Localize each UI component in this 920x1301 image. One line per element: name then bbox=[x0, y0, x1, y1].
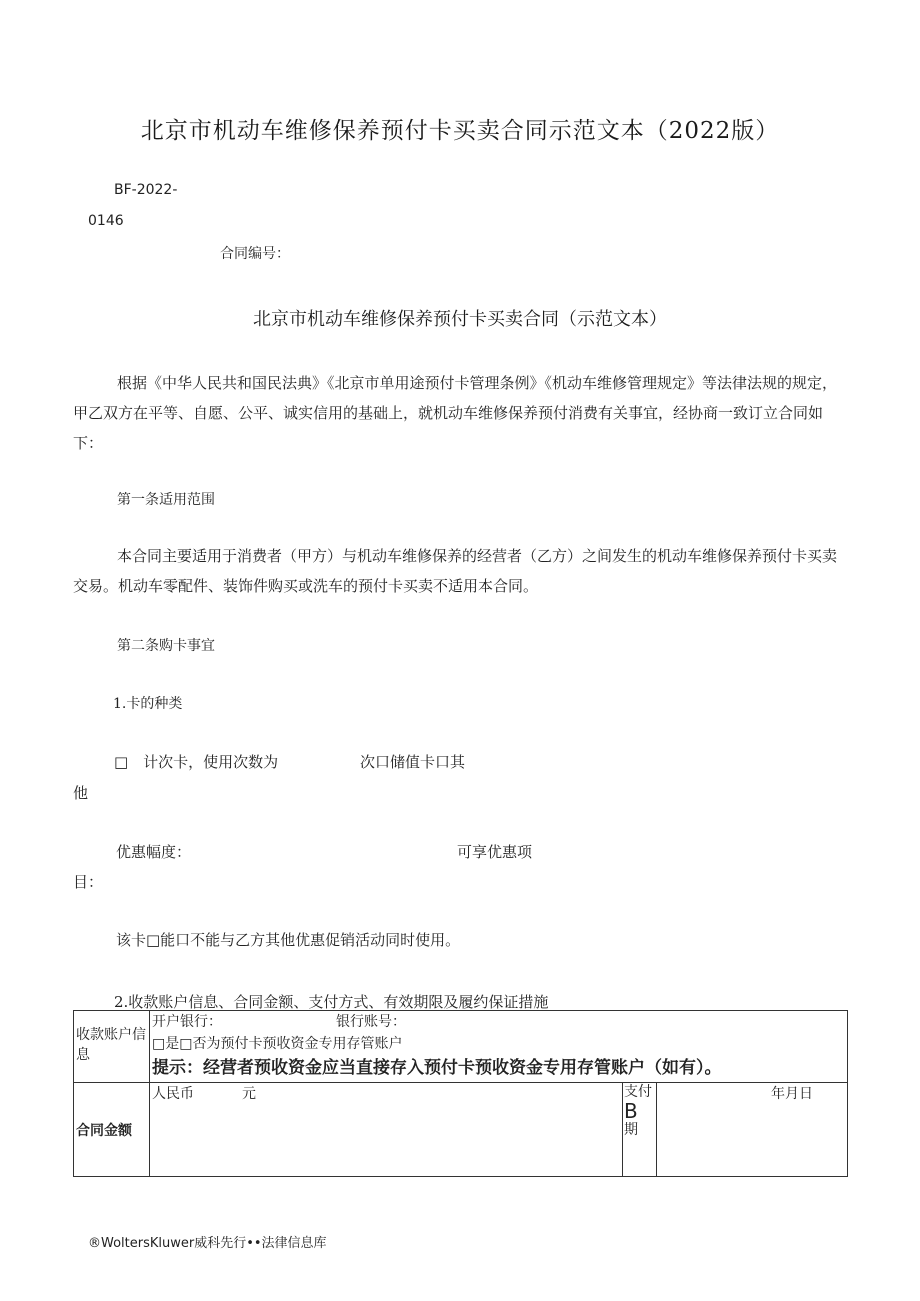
yuan-label: 元 bbox=[242, 1086, 256, 1102]
article1-paragraph: 本合同主要适用于消费者（甲方）与机动车维修保养的经营者（乙方）之间发生的机动车维修保养预付卡买卖交易。机动车零配件、装饰件购买或洗车的预付卡买卖不适用本合同。 bbox=[73, 547, 838, 595]
discount-label: 优惠幅度： bbox=[116, 843, 192, 861]
contract-subtitle: 北京市机动车维修保养预付卡买卖合同（示范文本） bbox=[253, 309, 667, 330]
payment-info-table bbox=[73, 1010, 848, 1177]
document-title: 北京市机动车维修保养预付卡买卖合同示范文本（2022版） bbox=[140, 118, 780, 144]
discount-items-label-cont: 目： bbox=[73, 873, 104, 891]
bank-label: 开户银行： bbox=[152, 1014, 222, 1030]
payment-date-value: 年月日 bbox=[771, 1086, 813, 1102]
escrow-hint: 提示：经营者预收资金应当直接存入预付卡预收资金专用存管账户（如有）。 bbox=[152, 1058, 722, 1078]
account-number-label: 银行账号： bbox=[336, 1014, 406, 1030]
escrow-option: □是□否为预付卡预收资金专用存管账户 bbox=[152, 1036, 403, 1052]
article2-heading: 第二条购卡事宜 bbox=[117, 638, 215, 654]
contract-amount-cell bbox=[150, 1083, 623, 1177]
payment-date-label-c: 期 bbox=[624, 1122, 638, 1138]
payment-section-heading: 2.收款账户信息、合同金额、支付方式、有效期限及履约保证措施 bbox=[114, 993, 549, 1011]
card-type-option-stored: 次口储值卡口其 bbox=[360, 753, 466, 771]
card-type-option-count: □ 计次卡，使用次数为 bbox=[114, 753, 279, 771]
payment-date-label-a: 支付 bbox=[624, 1084, 652, 1100]
payment-date-label-cell bbox=[623, 1083, 657, 1177]
doc-code-line1: BF-2022- bbox=[114, 182, 178, 198]
amount-row bbox=[74, 1083, 848, 1177]
discount-items-label: 可享优惠项 bbox=[457, 843, 533, 861]
rmb-label: 人民币 bbox=[152, 1086, 194, 1102]
payment-date-label-b: B bbox=[624, 1099, 638, 1123]
account-info-cell bbox=[150, 1011, 848, 1083]
combine-usage-text: 该卡□能口不能与乙方其他优惠促销活动同时使用。 bbox=[116, 931, 461, 949]
card-type-heading: 1.卡的种类 bbox=[113, 696, 183, 712]
contract-number-label: 合同编号： bbox=[220, 246, 290, 262]
preamble-paragraph: 根据《中华人民共和国民法典》《北京市单用途预付卡管理条例》《机动车维修管理规定》等法律法规的规定，甲乙双方在平等、自愿、公平、诚实信用的基础上，就机动车维修保养预付消费有关事宜，经协商一致订立合同如下： bbox=[73, 374, 838, 452]
article1-heading: 第一条适用范围 bbox=[117, 492, 215, 508]
payment-date-cell bbox=[657, 1083, 848, 1177]
contract-amount-label: 合同金额 bbox=[74, 1083, 150, 1177]
footer-brand: ®WoltersKluwer威科先行••法律信息库 bbox=[88, 1236, 327, 1251]
card-type-option-other: 他 bbox=[73, 784, 89, 802]
account-row bbox=[74, 1011, 848, 1083]
account-info-label: 收款账户信息 bbox=[74, 1011, 150, 1083]
doc-code-line2: 0146 bbox=[88, 213, 124, 229]
